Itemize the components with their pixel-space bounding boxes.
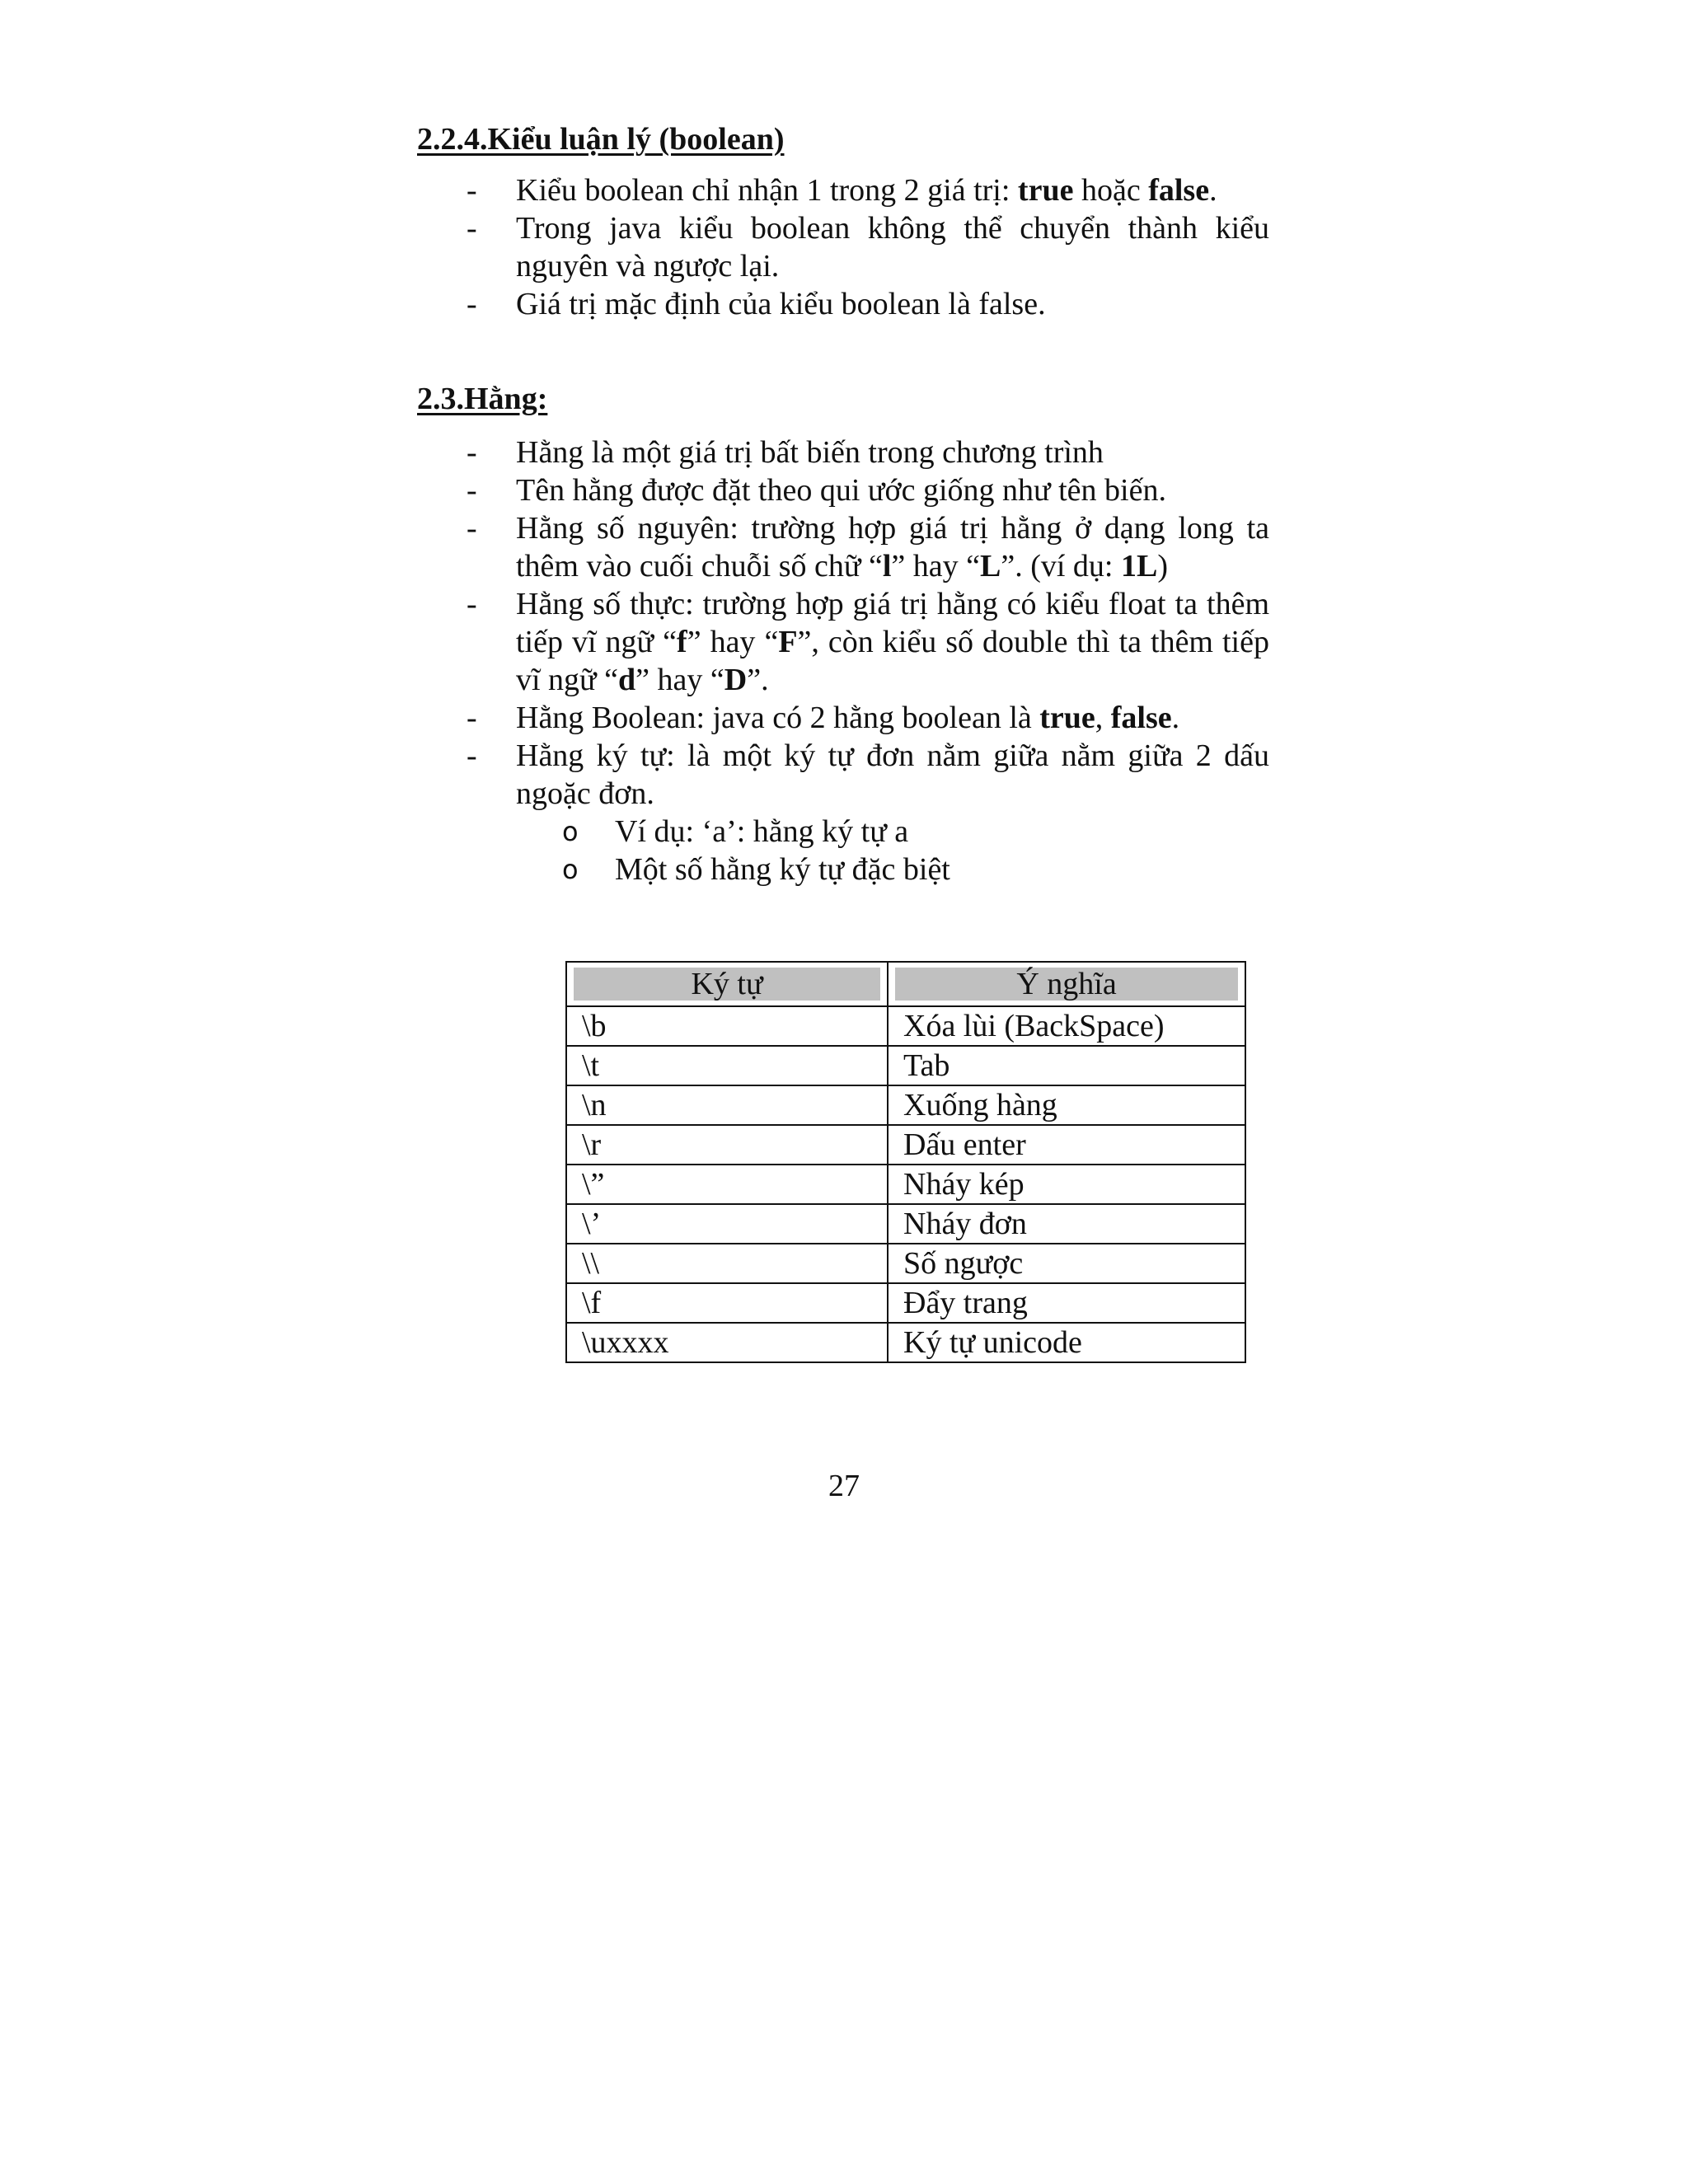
table-row <box>566 1125 1245 1165</box>
table-row <box>566 1283 1245 1323</box>
list-item <box>462 209 1269 285</box>
text-run: . <box>1209 173 1217 208</box>
section-heading-constants: 2.3.Hằng: <box>417 382 548 416</box>
text-run: ”, còn kiểu số double thì ta thêm tiếp vĩ ngữ “ <box>516 625 1269 697</box>
header-cell-label: Ký tự <box>574 968 880 1001</box>
dash-bullet: - <box>467 511 477 546</box>
dash-bullet: - <box>467 287 477 321</box>
circle-bullet-icon: o <box>562 854 579 885</box>
column-header <box>888 962 1245 1006</box>
list-item <box>462 434 1269 471</box>
bold-text: false <box>1148 173 1210 208</box>
dash-bullet: - <box>467 587 477 621</box>
bold-text: true <box>1017 173 1074 208</box>
text-run: Hằng Boolean: java có 2 hằng boolean là <box>516 701 1040 735</box>
bold-text: false <box>1110 701 1172 735</box>
bold-text: L <box>979 549 1001 583</box>
table-row <box>566 1204 1245 1244</box>
bold-text: 1L <box>1120 549 1158 583</box>
sub-list-item <box>462 813 1269 851</box>
text-run: , <box>1095 701 1111 735</box>
constants-bullet-list <box>462 434 1269 888</box>
list-item <box>462 171 1269 209</box>
table-cell: \r <box>566 1125 888 1165</box>
dash-bullet: - <box>467 211 477 246</box>
list-item <box>462 471 1269 509</box>
text-run: hoặc <box>1073 173 1149 208</box>
bold-text: true <box>1039 701 1095 735</box>
table-cell: \” <box>566 1165 888 1204</box>
text-run: Hằng số nguyên: trường hợp giá trị hằng ở dạng long ta thêm vào cuối chuỗi số chữ “ <box>516 511 1269 583</box>
table-cell: Tab <box>888 1046 1245 1085</box>
bold-text: d <box>618 663 636 697</box>
text-run: Tên hằng được đặt theo qui ước giống như tên biến. <box>516 473 1166 508</box>
column-header <box>566 962 888 1006</box>
dash-bullet: - <box>467 173 477 208</box>
table-cell: Dấu enter <box>888 1125 1245 1165</box>
list-item <box>462 285 1269 323</box>
dash-bullet: - <box>467 435 477 470</box>
table-cell: Đẩy trang <box>888 1283 1245 1323</box>
table-cell: Nháy đơn <box>888 1204 1245 1244</box>
table-cell: \b <box>566 1006 888 1046</box>
header-cell-label: Ý nghĩa <box>895 968 1238 1001</box>
table-row <box>566 1244 1245 1283</box>
text-run: ” hay “ <box>687 625 779 659</box>
table-row <box>566 1085 1245 1125</box>
text-run: Ví dụ: ‘a’: hằng ký tự a <box>615 814 909 849</box>
sub-bullet-list <box>462 813 1269 888</box>
boolean-bullet-list <box>462 171 1269 323</box>
text-run: Trong java kiểu boolean không thể chuyển thành kiểu nguyên và ngược lại. <box>516 211 1269 284</box>
text-run: Kiểu boolean chỉ nhận 1 trong 2 giá trị: <box>516 173 1018 208</box>
list-item <box>462 737 1269 813</box>
table-cell: Ký tự unicode <box>888 1323 1245 1362</box>
table-cell: \uxxxx <box>566 1323 888 1362</box>
text-run: Hằng ký tự: là một ký tự đơn nằm giữa nằm giữa 2 dấu ngoặc đơn. <box>516 738 1269 811</box>
table-row <box>566 1323 1245 1362</box>
text-run: Hằng số thực: trường hợp giá trị hằng có kiểu float ta thêm tiếp vĩ ngữ “ <box>516 587 1269 659</box>
text-run: . <box>1171 701 1180 735</box>
text-run: ” hay “ <box>891 549 980 583</box>
list-item <box>462 699 1269 737</box>
table-cell: \’ <box>566 1204 888 1244</box>
escape-sequence-table <box>565 961 1246 1363</box>
circle-bullet-icon: o <box>562 816 579 847</box>
table-header-row <box>566 962 1245 1006</box>
bold-text: F <box>778 625 798 659</box>
table-cell: Xóa lùi (BackSpace) <box>888 1006 1245 1046</box>
table-cell: \f <box>566 1283 888 1323</box>
sub-list-item <box>462 851 1269 888</box>
list-item <box>462 509 1269 585</box>
text-run: ”. <box>747 663 769 697</box>
table-cell: \t <box>566 1046 888 1085</box>
text-run: ”. (ví dụ: <box>1001 549 1121 583</box>
table-row <box>566 1006 1245 1046</box>
text-run: Một số hằng ký tự đặc biệt <box>615 852 950 887</box>
table-cell: Số ngược <box>888 1244 1245 1283</box>
table-cell: Xuống hàng <box>888 1085 1245 1125</box>
page-number: 27 <box>828 1469 860 1503</box>
sub-list-container <box>462 813 1269 888</box>
text-run: ) <box>1157 549 1168 583</box>
text-run: ” hay “ <box>635 663 724 697</box>
list-item <box>462 585 1269 699</box>
dash-bullet: - <box>467 473 477 508</box>
dash-bullet: - <box>467 701 477 735</box>
section-heading-boolean: 2.2.4.Kiểu luận lý (boolean) <box>417 122 785 157</box>
bold-text: l <box>882 549 892 583</box>
table-cell: \n <box>566 1085 888 1125</box>
table-cell: \\ <box>566 1244 888 1283</box>
text-run: Hằng là một giá trị bất biến trong chương trình <box>516 435 1104 470</box>
text-run: Giá trị mặc định của kiểu boolean là false. <box>516 287 1046 321</box>
table-row <box>566 1046 1245 1085</box>
bold-text: f <box>677 625 687 659</box>
bold-text: D <box>724 663 748 697</box>
table-cell: Nháy kép <box>888 1165 1245 1204</box>
table-row <box>566 1165 1245 1204</box>
dash-bullet: - <box>467 738 477 773</box>
